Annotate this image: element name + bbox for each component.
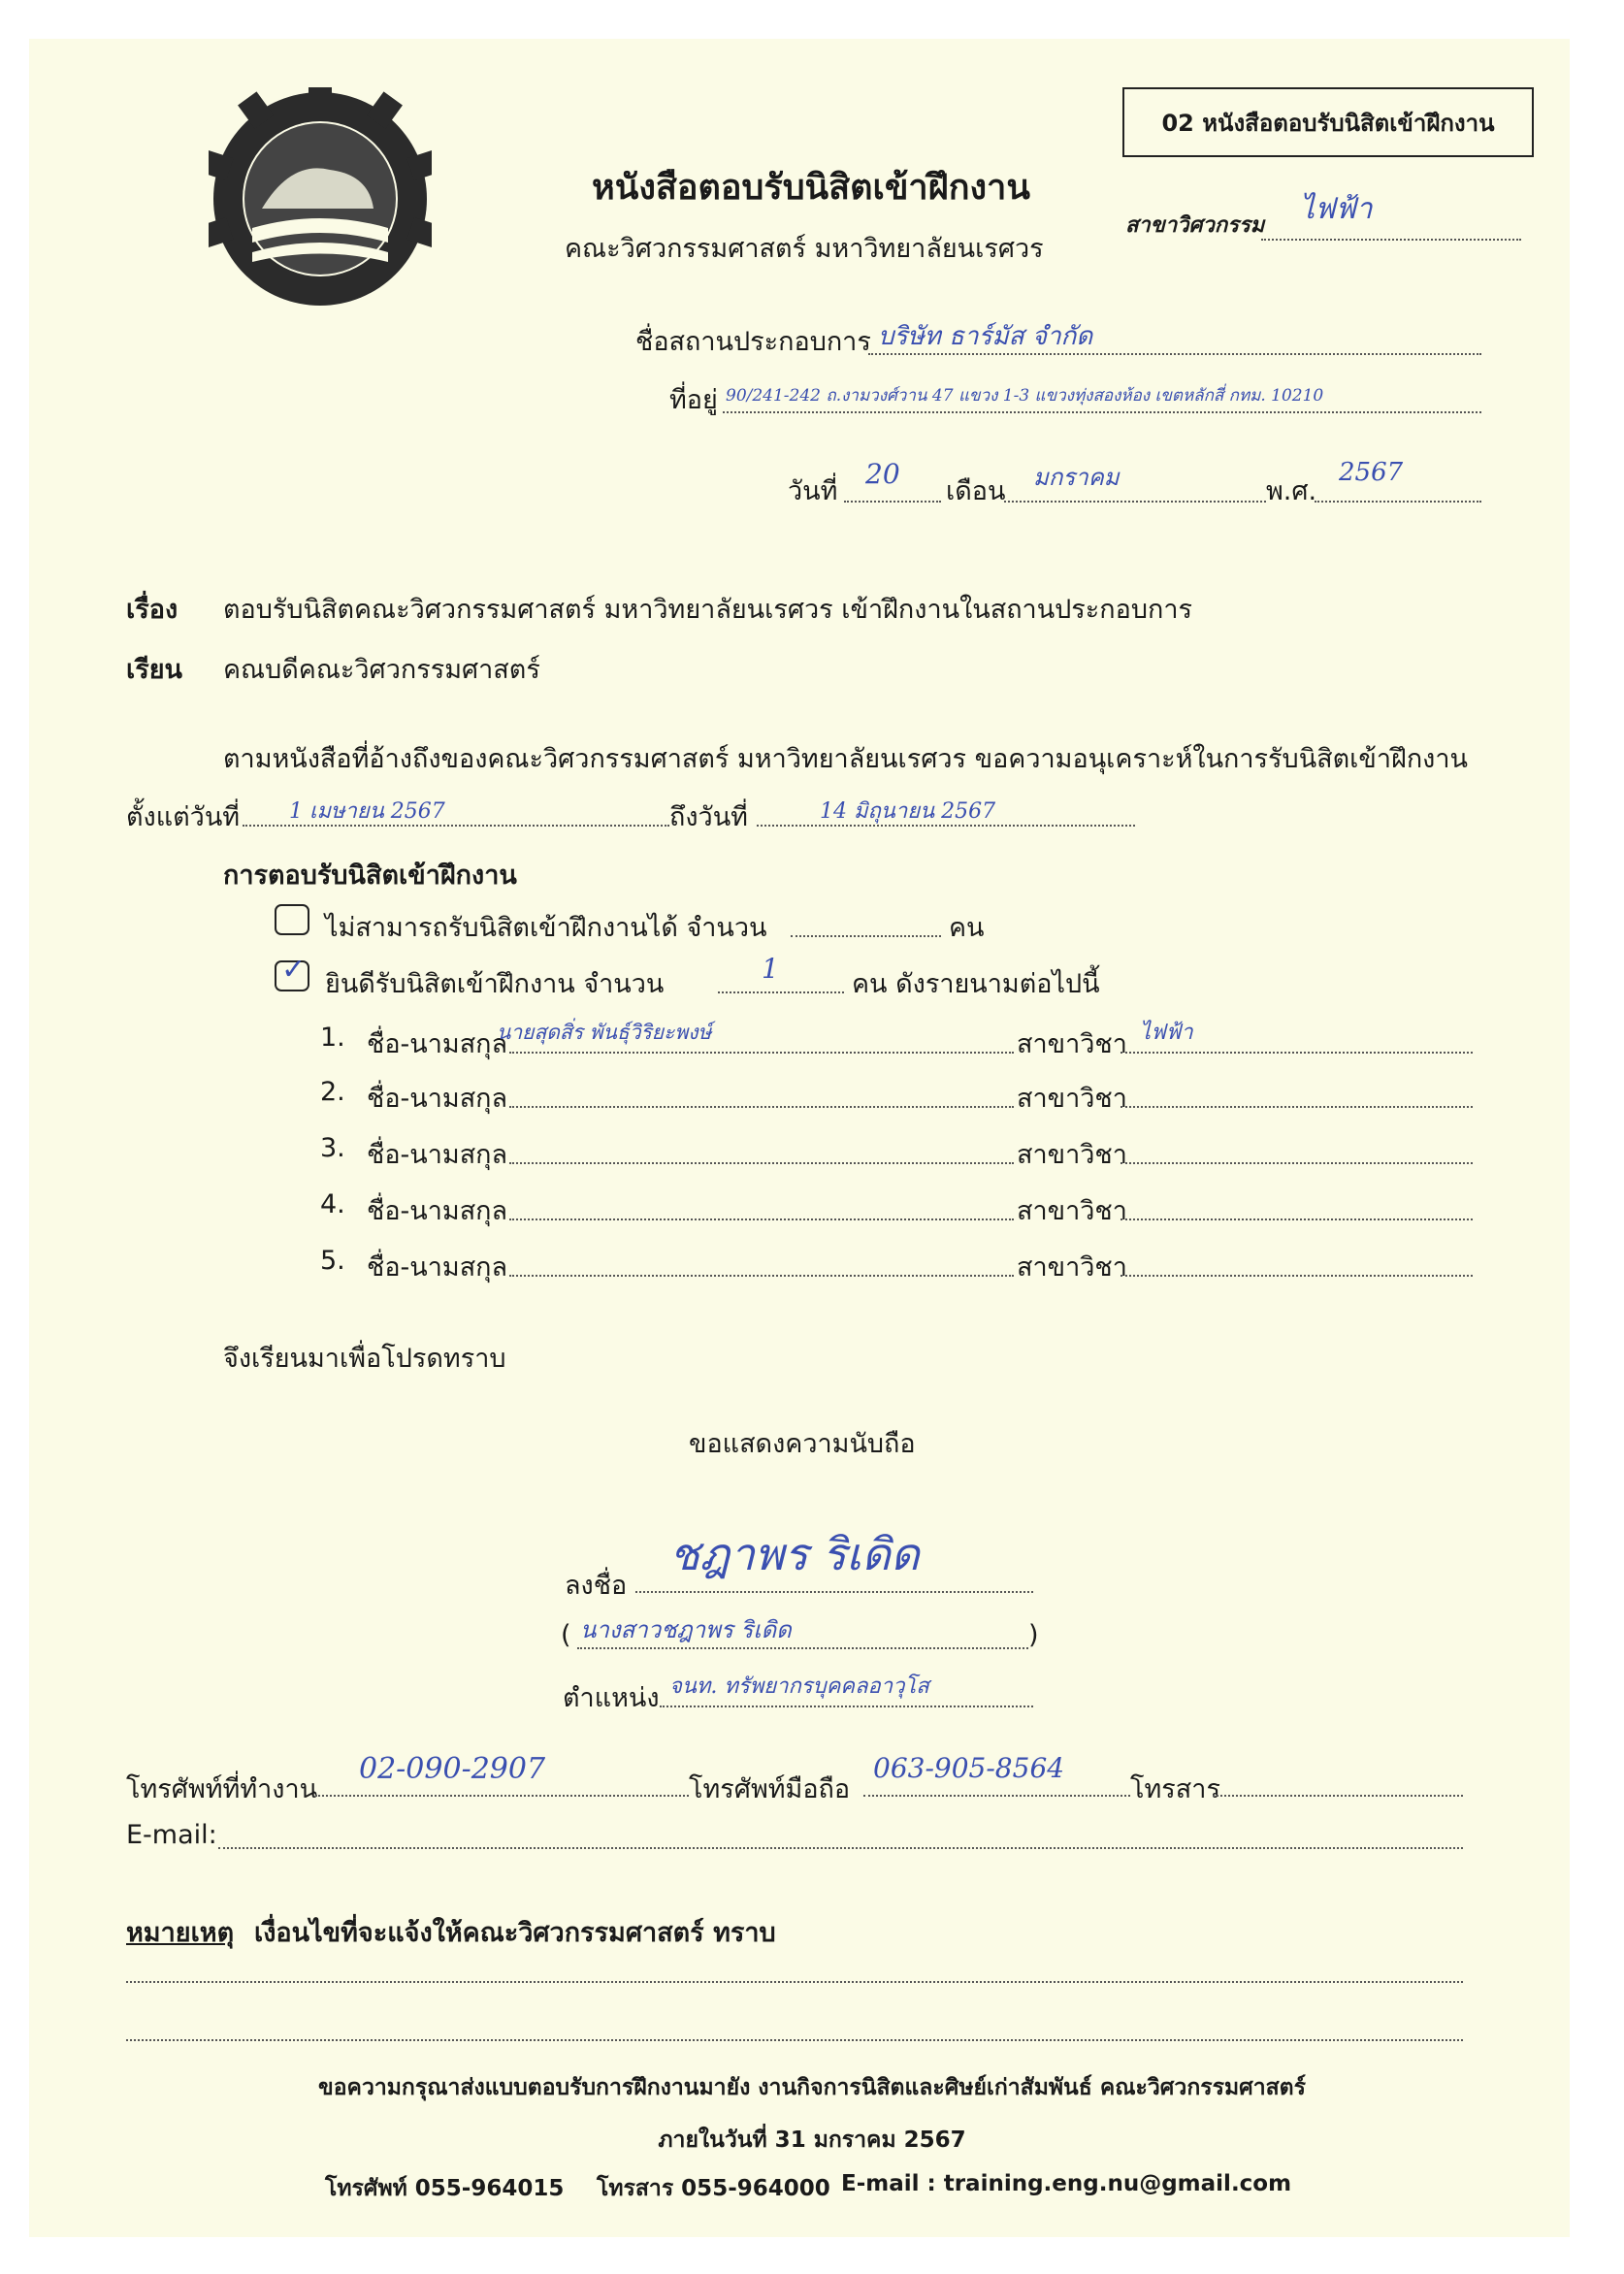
student-major-label: สาขาวิชา	[1017, 1140, 1127, 1170]
year-value[interactable]: 2567	[1339, 458, 1404, 487]
name-close-paren: )	[1028, 1620, 1039, 1650]
student-major[interactable]: ไฟฟ้า	[1140, 1021, 1193, 1045]
to-text: คณบดีคณะวิศวกรรมศาสตร์	[223, 655, 540, 685]
email-line	[218, 1847, 1463, 1849]
phone-label: โทรศัพท์ที่ทำงาน	[126, 1774, 318, 1804]
student-name-label: ชื่อ-นามสกุล	[367, 1140, 508, 1170]
sign-label: ลงชื่อ	[565, 1571, 628, 1601]
student-name-label: ชื่อ-นามสกุล	[367, 1252, 508, 1283]
student-major-line	[1121, 1106, 1473, 1108]
student-number: 1.	[320, 1023, 345, 1053]
branch-label: สาขาวิศวกรรม	[1125, 213, 1265, 238]
address-label: ที่อยู่	[669, 385, 718, 415]
student-number: 5.	[320, 1246, 345, 1276]
student-number: 2.	[320, 1077, 345, 1107]
sign-line	[635, 1591, 1033, 1593]
accept-count[interactable]: 1	[762, 953, 779, 985]
name-open-paren: (	[561, 1620, 571, 1650]
footer-phone: โทรศัพท์ 055-964015	[325, 2176, 565, 2201]
student-name-line	[509, 1162, 1014, 1164]
subject-text: ตอบรับนิสิตคณะวิศวกรรมศาสตร์ มหาวิทยาลัยนเรศวร เข้าฝึกงานในสถานประกอบการ	[223, 595, 1193, 625]
fax-label: โทรสาร	[1130, 1774, 1220, 1804]
day-value[interactable]: 20	[865, 458, 900, 490]
student-name-label: ชื่อ-นามสกุล	[367, 1029, 508, 1059]
acceptance-heading: การตอบรับนิสิตเข้าฝึกงาน	[223, 861, 517, 891]
student-name-label: ชื่อ-นามสกุล	[367, 1196, 508, 1226]
body-text: ตามหนังสือที่อ้างถึงของคณะวิศวกรรมศาสตร์ มหาวิทยาลัยนเรศวร ขอความอนุเคราะห์ในการรับนิสิตเข้าฝึกงาน	[223, 744, 1468, 774]
month-line	[1004, 501, 1266, 503]
to-label: เรียน	[126, 655, 183, 685]
period-to-value[interactable]: 14 มิถุนายน 2567	[820, 799, 996, 824]
regards-text: ขอแสดงความนับถือ	[689, 1429, 916, 1459]
company-label: ชื่อสถานประกอบการ	[635, 327, 871, 357]
student-name[interactable]: นายสุดสิ่ร พันธุ์วิริยะพงษ์	[497, 1021, 712, 1044]
year-label: พ.ศ.	[1266, 476, 1317, 506]
month-label: เดือน	[946, 476, 1006, 506]
reject-label: ไม่สามารถรับนิสิตเข้าฝึกงานได้ จำนวน	[325, 913, 767, 943]
day-label: วันที่	[788, 476, 838, 506]
footer-line-1: ขอความกรุณาส่งแบบตอบรับการฝึกงานมายัง งานกิจการนิสิตและศิษย์เก่าสัมพันธ์ คณะวิศวกรรมศาสตร์	[318, 2075, 1306, 2100]
student-major-line	[1121, 1218, 1473, 1220]
address-value[interactable]: 90/241-242 ถ.งามวงศ์วาน 47 แขวง 1-3 แขวงทุ่งสองห้อง เขตหลักสี่ กทม. 10210	[726, 386, 1324, 406]
note-label: หมายเหตุ	[126, 1918, 235, 1948]
signature-image: ชฎาพร ริเดิด	[669, 1528, 920, 1580]
position-label: ตำแหน่ง	[563, 1683, 660, 1713]
document-title: หนังสือตอบรับนิสิตเข้าฝึกงาน	[592, 168, 1030, 208]
period-from-value[interactable]: 1 เมษายน 2567	[289, 799, 445, 824]
student-number: 4.	[320, 1189, 345, 1219]
day-line	[844, 501, 941, 503]
fax-line	[1213, 1795, 1463, 1797]
mobile-value[interactable]: 063-905-8564	[873, 1752, 1065, 1784]
year-line	[1315, 501, 1481, 503]
footer-line-2: ภายในวันที่ 31 มกราคม 2567	[658, 2128, 966, 2153]
university-logo	[209, 87, 432, 330]
signer-name[interactable]: นางสาวชฎาพร ริเดิด	[580, 1616, 792, 1643]
phone-value[interactable]: 02-090-2907	[359, 1752, 546, 1786]
student-name-line	[509, 1052, 1014, 1054]
footer-fax: โทรสาร 055-964000	[597, 2176, 830, 2201]
position-value[interactable]: จนท. ทรัพยากรบุคคลอาวุโส	[669, 1674, 929, 1699]
document-page	[29, 39, 1570, 2237]
student-major-line	[1121, 1162, 1473, 1164]
student-name-label: ชื่อ-นามสกุล	[367, 1084, 508, 1114]
student-major-label: สาขาวิชา	[1017, 1196, 1127, 1226]
note-line-1	[126, 1981, 1463, 1983]
address-line	[723, 411, 1481, 413]
student-major-label: สาขาวิชา	[1017, 1252, 1127, 1283]
mobile-label: โทรศัพท์มือถือ	[689, 1774, 851, 1804]
position-line	[660, 1706, 1033, 1707]
form-code-box	[1122, 87, 1534, 157]
form-code: 02 หนังสือตอบรับนิสิตเข้าฝึกงาน	[1161, 109, 1495, 137]
reject-unit: คน	[949, 913, 985, 943]
subject-label: เรื่อง	[126, 595, 179, 625]
email-label: E-mail:	[126, 1820, 217, 1850]
mobile-line	[863, 1795, 1130, 1797]
accept-label: ยินดีรับนิสิตเข้าฝึกงาน จำนวน	[325, 969, 665, 999]
student-name-line	[509, 1106, 1014, 1108]
student-number: 3.	[320, 1133, 345, 1163]
note-line-2	[126, 2039, 1463, 2041]
accept-unit: คน ดังรายนามต่อไปนี้	[852, 969, 1100, 999]
student-major-label: สาขาวิชา	[1017, 1029, 1127, 1059]
phone-line	[315, 1795, 689, 1797]
footer-email: E-mail : training.eng.nu@gmail.com	[841, 2171, 1292, 2196]
accept-count-line	[718, 991, 844, 993]
student-name-line	[509, 1218, 1014, 1220]
student-name-line	[509, 1275, 1014, 1277]
month-value[interactable]: มกราคม	[1033, 464, 1120, 491]
reject-count-line	[791, 935, 941, 937]
faculty-line: คณะวิศวกรรมศาสตร์ มหาวิทยาลัยนเรศวร	[565, 234, 1044, 264]
period-to-label: ถึงวันที่	[669, 802, 748, 832]
check-mark-icon: ✓	[281, 953, 307, 987]
branch-line	[1261, 239, 1521, 241]
period-from-label: ตั้งแต่วันที่	[126, 802, 241, 832]
reject-checkbox[interactable]	[275, 904, 309, 935]
branch-value[interactable]: ไฟฟ้า	[1300, 192, 1373, 226]
student-major-label: สาขาวิชา	[1017, 1084, 1127, 1114]
note-text: เงื่อนไขที่จะแจ้งให้คณะวิศวกรรมศาสตร์ ทราบ	[254, 1918, 776, 1948]
closing-text: จึงเรียนมาเพื่อโปรดทราบ	[223, 1344, 506, 1374]
student-major-line	[1121, 1052, 1473, 1054]
student-major-line	[1121, 1275, 1473, 1277]
company-value[interactable]: บริษัท ธาร์มัส จำกัด	[878, 322, 1093, 351]
